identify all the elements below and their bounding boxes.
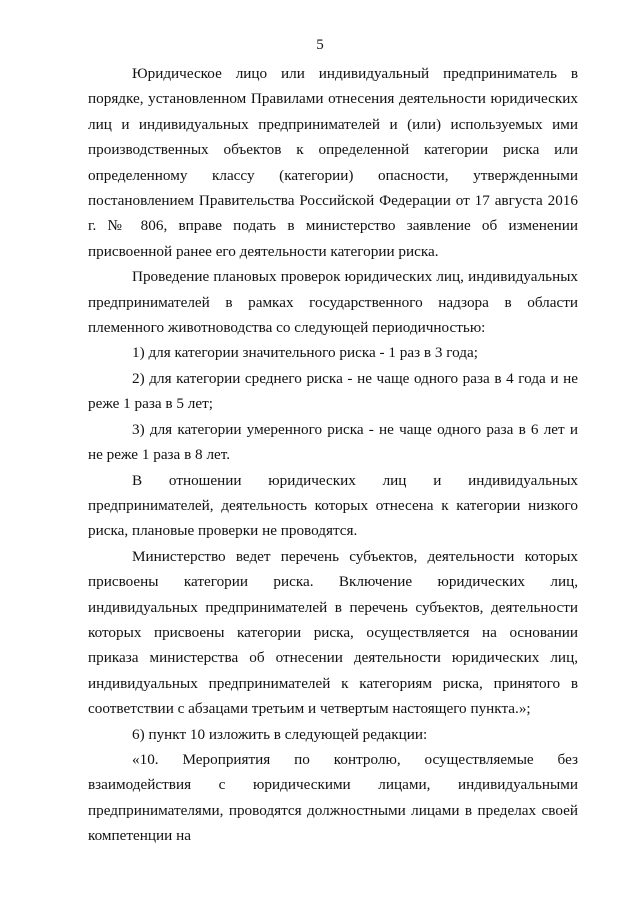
paragraph-item-10-text: «10. Мероприятия по контролю, осуществляемые без взаимодействия с юридическими лицами, индивидуальными предпринимателями, проводятся должностными лицами в пределах своей компетенции на — [88, 750, 578, 845]
paragraph-risk-register: Министерство ведет перечень субъектов, деятельности которых присвоены категории риска. Включение юридических лиц, индивидуальных предпринимателей в перечень субъектов, деятельности которых присвоены категории риска, осуществляется на основании приказа министерства об отнесении деятельности юридических лиц, индивидуальных предпринимателей к категориям риска, принятого в соответствии с абзацами третьим и четвертым настоящего пункта.»; — [88, 547, 578, 718]
paragraph-item-10-amendment: 6) пункт 10 изложить в следующей редакции: — [132, 725, 428, 743]
list-item-significant-risk: 1) для категории значительного риска - 1 раз в 3 года; — [132, 344, 478, 362]
paragraph-risk-category-change: Юридическое лицо или индивидуальный предприниматель в порядке, установленном Правилами отнесения деятельности юридических лиц и индивидуальных предпринимателей и (или) используемых ими производственных объектов к определенной категории риска или определенному классу (категории) опасности, утвержденными постановлением Правительства Российской Федерации от 17 августа 2016 г. № 806, вправе подать в министерство заявление об изменении присвоенной ранее его деятельности категории риска. — [88, 65, 578, 260]
document-body — [88, 61, 578, 849]
list-item-moderate-risk: 3) для категории умеренного риска - не чаще одного раза в 6 лет и не реже 1 раза в 8 лет. — [88, 420, 578, 464]
page-number: 5 — [316, 37, 324, 53]
paragraph-low-risk: В отношении юридических лиц и индивидуальных предпринимателей, деятельность которых отнесена к категории низкого риска, плановые проверки не проводятся. — [88, 471, 578, 540]
list-item-medium-risk: 2) для категории среднего риска - не чаще одного раза в 4 года и не реже 1 раза в 5 лет; — [88, 369, 578, 413]
paragraph-planned-inspections: Проведение плановых проверок юридических лиц, индивидуальных предпринимателей в рамках государственного надзора в области племенного животноводства со следующей периодичностью: — [88, 268, 578, 337]
